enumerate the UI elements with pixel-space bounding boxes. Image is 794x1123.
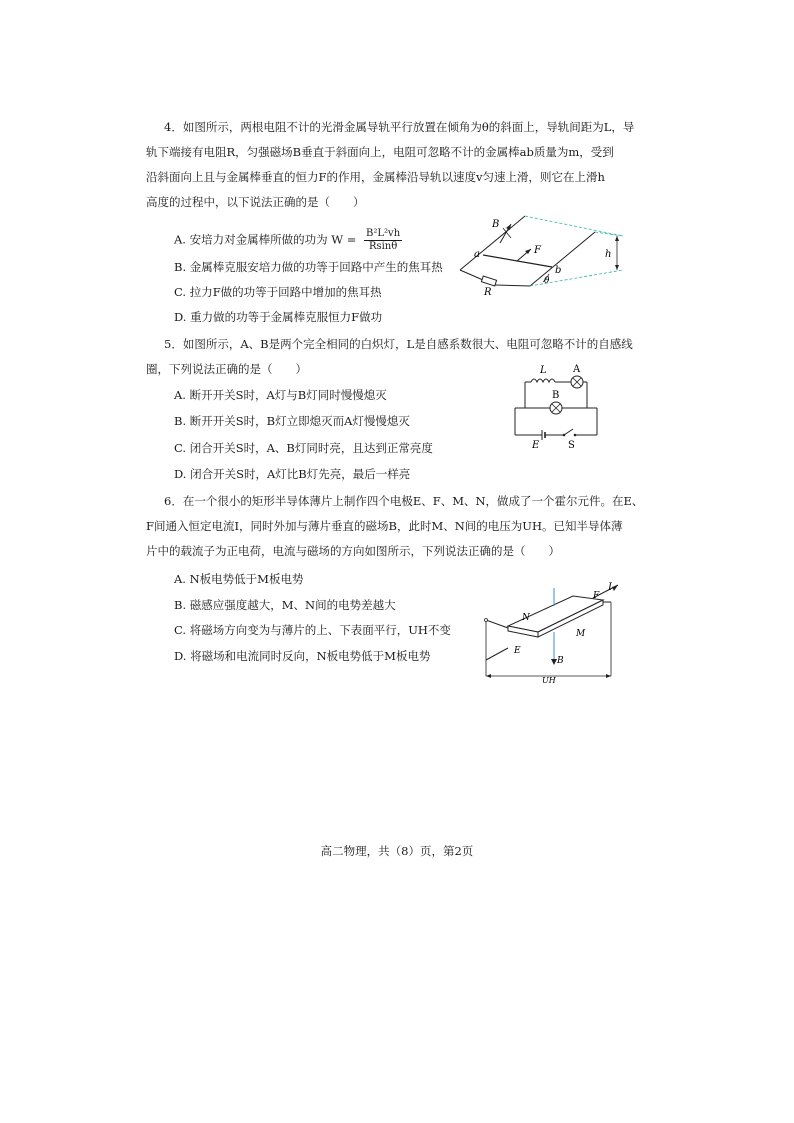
- q5-label-s: S: [568, 440, 575, 451]
- q4-label-theta: θ: [544, 276, 550, 286]
- q5-inductor-coil: [531, 379, 555, 382]
- q4-label-b-end: b: [555, 265, 562, 276]
- q4-option-a-text: A. 安培力对金属棒所做的功为 W =: [174, 232, 357, 247]
- q5-label-l: L: [540, 365, 547, 376]
- q5-option-d: D. 闭合开关S时，A灯比B灯先亮，最后一样亮: [174, 467, 411, 481]
- q5-label-e: E: [532, 440, 540, 451]
- q4-fraction-numerator: B²L²vh: [366, 228, 401, 239]
- q5-option-a: A. 断开开关S时，A灯与B灯同时慢慢熄灭: [174, 388, 387, 402]
- q6-label-i: I: [608, 582, 612, 593]
- q5-option-b: B. 断开开关S时，B灯立即熄灭而A灯慢慢熄灭: [174, 414, 410, 428]
- q6-label-e: E: [514, 646, 521, 656]
- page-footer: 高二物理，共（8）页，第2页: [320, 844, 474, 858]
- q4-label-b-field: B: [492, 219, 500, 230]
- q4-figure-inclined-rails: [455, 212, 645, 298]
- q6-option-b: B. 磁感应强度越大，M、N间的电势差越大: [174, 598, 396, 612]
- q4-fraction-denominator: Rsinθ: [368, 241, 398, 252]
- q5-switch: [564, 429, 573, 435]
- q4-option-a-fraction: [364, 228, 402, 253]
- q6-option-c: C. 将磁场方向变为与薄片的上、下表面平行，UH不变: [174, 623, 451, 637]
- q5-figure-circuit: [505, 362, 605, 452]
- q6-label-uh: UH: [542, 676, 556, 684]
- q6-label-m: M: [576, 629, 586, 639]
- q6-label-b: B: [557, 656, 564, 666]
- q4-rail-right: [530, 232, 595, 286]
- q4-label-h: h: [605, 249, 612, 260]
- q5-stem-line-2: 圈，下列说法正确的是（ ）: [146, 362, 307, 376]
- q4-option-d: D. 重力做的功等于金属棒克服恒力F做功: [174, 310, 383, 324]
- q5-stem-line-1: 5．如图所示，A、B是两个完全相同的白炽灯，L是自感系数很大、电阻可忽略不计的自感线: [164, 337, 633, 351]
- q6-figure-hall-element: [478, 580, 623, 684]
- q6-option-a: A. N板电势低于M板电势: [174, 572, 304, 586]
- q6-label-n: N: [522, 613, 530, 623]
- q4-option-c: C. 拉力F做的功等于回路中增加的焦耳热: [174, 285, 382, 299]
- q4-stem-line-3: 沿斜面向上且与金属棒垂直的恒力F的作用，金属棒沿导轨以速度v匀速上滑，则它在上滑h: [146, 170, 605, 184]
- q5-label-a: A: [573, 364, 581, 375]
- q4-stem-line-2: 轨下端接有电阻R，匀强磁场B垂直于斜面向上，电阻可忽略不计的金属棒ab质量为m，受到: [146, 145, 614, 159]
- q4-label-a: a: [474, 249, 480, 260]
- q6-stem-line-1: 6．在一个很小的矩形半导体薄片上制作四个电极E、F、M、N，做成了一个霍尔元件。在E、: [164, 494, 644, 508]
- q6-stem-line-3: 片中的载流子为正电荷，电流与磁场的方向如图所示，下列说法正确的是（ ）: [146, 544, 560, 558]
- q4-stem-line-1: 4．如图所示，两根电阻不计的光滑金属导轨平行放置在倾角为θ的斜面上，导轨间距为L，导: [164, 120, 635, 134]
- q4-stem-line-4: 高度的过程中，以下说法正确的是（ ）: [146, 195, 365, 209]
- q5-option-c: C. 闭合开关S时，A、B灯同时亮，且达到正常亮度: [174, 441, 433, 455]
- q6-option-d: D. 将磁场和电流同时反向，N板电势低于M板电势: [174, 649, 431, 663]
- q4-label-f: F: [534, 245, 541, 256]
- q5-label-b: B: [552, 390, 560, 401]
- q4-resistor: [481, 276, 496, 286]
- q4-option-a: [174, 228, 402, 253]
- q6-label-f: F: [593, 591, 600, 601]
- q4-label-r: R: [484, 287, 492, 298]
- q6-stem-line-2: F间通入恒定电流I，同时外加与薄片垂直的磁场B，此时M、N间的电压为UH。已知半导体薄: [146, 519, 623, 533]
- q4-option-b: B. 金属棒克服安培力做的功等于回路中产生的焦耳热: [174, 260, 443, 274]
